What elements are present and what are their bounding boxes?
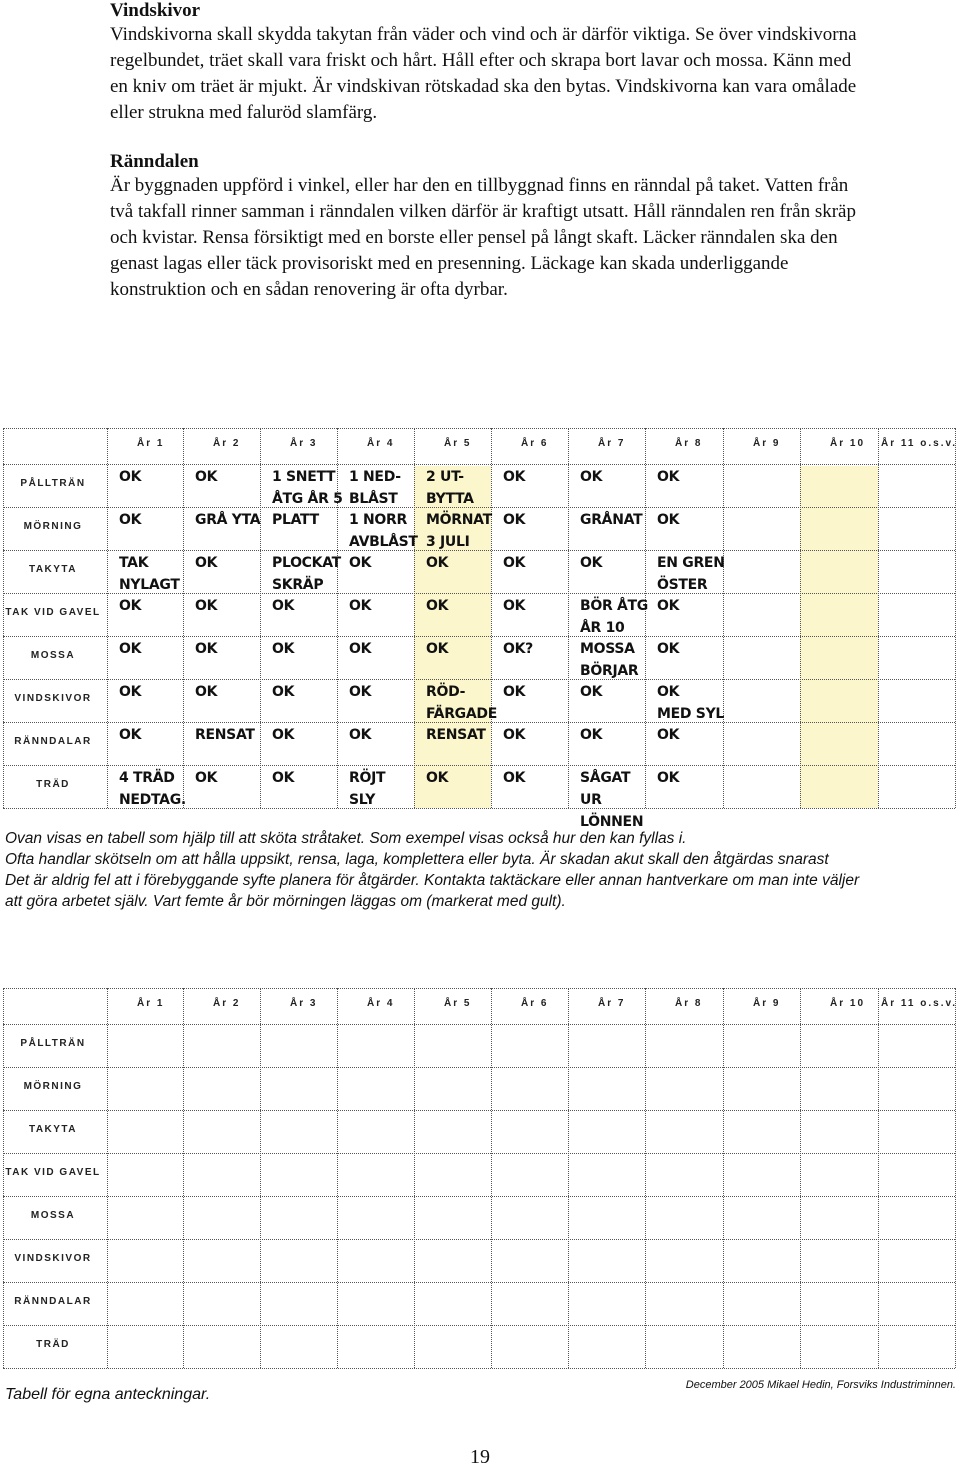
table-cell: GRÅNAT (580, 512, 643, 528)
table-cell: OK (580, 555, 603, 571)
year-header: År 1 (137, 998, 165, 1009)
grid-line (568, 988, 569, 1368)
table-cell: OK (657, 598, 680, 614)
table-cell: RÖD- FÄRGADE (426, 684, 497, 722)
table-cell: RENSAT (426, 727, 486, 743)
table-cell: OK (195, 555, 218, 571)
table-cell: PLOCKAT SKRÄP (272, 555, 341, 593)
year-header: År 4 (367, 438, 395, 449)
note-line: Ofta handlar skötseln om att hålla uppsikt, rensa, laga, komplettera eller byta. Är skadan akut skall den åtgärdas snarast (5, 851, 829, 868)
year-header: År 2 (213, 998, 241, 1009)
grid-line (800, 988, 801, 1368)
grid-line (3, 428, 955, 429)
table-cell: OK (195, 684, 218, 700)
table-cell: OK (272, 684, 295, 700)
grid-line (955, 988, 956, 1368)
note-line: att göra arbetet själv. Vart femte år bör mörningen läggas om (markerat med gult). (5, 893, 566, 910)
year-header: År 11 o.s.v. (881, 438, 958, 449)
grid-line (183, 988, 184, 1368)
year-header: År 3 (290, 998, 318, 1009)
year-header: År 2 (213, 438, 241, 449)
table-cell: 1 SNETT ÅTG ÅR 5 (272, 469, 343, 507)
row-label: TAK VID GAVEL (5, 607, 101, 618)
year-header: År 1 (137, 438, 165, 449)
table-cell: OK (195, 641, 218, 657)
grid-line (3, 1196, 955, 1197)
table-cell: OK (349, 727, 372, 743)
table-cell: TAK NYLAGT (119, 555, 180, 593)
table-cell: SÅGAT UR LÖNNEN (580, 770, 644, 830)
blank-table (3, 988, 958, 1368)
table-cell: OK (195, 598, 218, 614)
year-header: År 10 (830, 998, 866, 1009)
table-cell: OK MED SYL (657, 684, 725, 722)
row-label: TAKYTA (28, 1124, 78, 1135)
table-cell: OK (503, 555, 526, 571)
table-cell: BÖR ÅTG ÅR 10 (580, 598, 649, 636)
table-cell: OK (119, 598, 142, 614)
table-cell: OK (426, 598, 449, 614)
grid-line (3, 1239, 955, 1240)
table-cell: 1 NORR AVBLÅST (349, 512, 418, 550)
table-cell: OK (195, 469, 218, 485)
grid-line (878, 428, 879, 808)
note-line: Ovan visas en tabell som hjälp till att sköta stråtaket. Som exempel visas också hur den kan fyllas i. (5, 830, 687, 847)
grid-line (955, 428, 956, 808)
table-cell: OK (503, 770, 526, 786)
year-header: År 5 (444, 438, 472, 449)
credit: December 2005 Mikael Hedin, Forsviks Industriminnen. (685, 1379, 956, 1391)
row-label: MOSSA (30, 1210, 76, 1221)
table-cell: OK (657, 469, 680, 485)
grid-line (723, 988, 724, 1368)
row-label: TAK VID GAVEL (5, 1167, 101, 1178)
table-cell: RENSAT (195, 727, 255, 743)
grid-line (260, 988, 261, 1368)
grid-line (3, 988, 955, 989)
table-cell: OK (119, 684, 142, 700)
table-cell: OK (272, 641, 295, 657)
row-label: MÖRNING (23, 521, 83, 532)
table-cell: OK (580, 469, 603, 485)
table-cell: OK (657, 727, 680, 743)
grid-line (3, 464, 955, 465)
table-cell: OK (657, 512, 680, 528)
row-label: VINDSKIVOR (14, 693, 92, 704)
grid-line (3, 1067, 955, 1068)
table-cell: OK (503, 684, 526, 700)
row-label: MÖRNING (23, 1081, 83, 1092)
table-cell: OK? (503, 641, 533, 657)
table-cell: OK (657, 641, 680, 657)
year-header: År 7 (598, 438, 626, 449)
table-cell: OK (503, 598, 526, 614)
row-label: TRÄD (36, 779, 70, 790)
row-label: PÅLLTRÄN (20, 478, 86, 489)
table-cell: OK (503, 469, 526, 485)
ranndalen-section (110, 151, 870, 303)
grid-line (337, 988, 338, 1368)
year-header: År 8 (675, 438, 703, 449)
table-cell: OK (119, 727, 142, 743)
grid-line (3, 1024, 955, 1025)
table-cell: OK (349, 684, 372, 700)
grid-line (645, 988, 646, 1368)
grid-line (878, 988, 879, 1368)
table-cell: OK (426, 641, 449, 657)
table-cell: 4 TRÄD NEDTAG. (119, 770, 186, 808)
table-cell: EN GREN ÖSTER (657, 555, 725, 593)
note-line: Det är aldrig fel att i förebyggande syfte planera för åtgärder. Kontakta taktäckare eller annan hantverkare om man inte väljer (5, 872, 860, 889)
table-cell: OK (349, 641, 372, 657)
table-cell: MÖRNAT 3 JULI (426, 512, 492, 550)
table-cell: OK (426, 770, 449, 786)
grid-line (800, 428, 801, 808)
table-cell: 2 UT- BYTTA (426, 469, 474, 507)
table-cell: OK (580, 684, 603, 700)
table-cell: OK (349, 598, 372, 614)
row-label: RÄNNDALAR (14, 1296, 92, 1307)
row-label: PÅLLTRÄN (20, 1038, 86, 1049)
table-cell: 1 NED- BLÅST (349, 469, 401, 507)
table-cell: OK (580, 727, 603, 743)
vindskivor-text: Vindskivorna skall skydda takytan från väder och vind och är därför viktiga. Se över vindskivorna regelbundet, träet skall vara friskt och hårt. Håll efter och skrapa bort lavar och mossa. Känn med en kniv om träet är mjukt. Är vindskivan rötskadad ska den bytas. Vindskivorna kan vara omålade eller strukna med faluröd slamfärg. (110, 24, 857, 123)
year-header: År 7 (598, 998, 626, 1009)
table-cell: OK (119, 469, 142, 485)
year-header: År 6 (521, 998, 549, 1009)
year-header: År 8 (675, 998, 703, 1009)
table-cell: OK (119, 512, 142, 528)
table-cell: OK (426, 555, 449, 571)
table-cell: OK (195, 770, 218, 786)
table-cell: OK (503, 727, 526, 743)
table2-caption: Tabell för egna anteckningar. (5, 1386, 211, 1403)
row-label: MOSSA (30, 650, 76, 661)
row-label: RÄNNDALAR (14, 736, 92, 747)
table-cell: OK (272, 727, 295, 743)
grid-line (3, 1368, 955, 1369)
grid-line (3, 1153, 955, 1154)
year-header: År 4 (367, 998, 395, 1009)
grid-line (3, 1282, 955, 1283)
grid-line (491, 988, 492, 1368)
year-header: År 3 (290, 438, 318, 449)
grid-line (107, 988, 108, 1368)
page-number: 19 (470, 1446, 490, 1468)
grid-line (3, 1110, 955, 1111)
vindskivor-heading: Vindskivor (110, 0, 201, 21)
grid-line (3, 1325, 955, 1326)
year-header: År 9 (753, 998, 781, 1009)
year-header: År 6 (521, 438, 549, 449)
year-header: År 10 (830, 438, 866, 449)
ranndalen-heading: Ränndalen (110, 151, 199, 172)
table-cell: GRÅ YTA (195, 512, 261, 528)
year-header: År 5 (444, 998, 472, 1009)
grid-line (3, 679, 955, 680)
year-header: År 11 o.s.v. (881, 998, 958, 1009)
grid-line (414, 988, 415, 1368)
grid-line (3, 636, 955, 637)
year-header: År 9 (753, 438, 781, 449)
row-label: VINDSKIVOR (14, 1253, 92, 1264)
table-cell: MOSSA BÖRJAR (580, 641, 639, 679)
example-table (3, 428, 958, 830)
table-cell: PLATT (272, 512, 319, 528)
table-cell: OK (349, 555, 372, 571)
table-cell: OK (272, 770, 295, 786)
table-cell: OK (119, 641, 142, 657)
row-label: TRÄD (36, 1339, 70, 1350)
ranndalen-text: Är byggnaden uppförd i vinkel, eller har den en tillbyggnad finns en ränndal på taket. Vatten från två takfall rinner samman i ränndalen vilken därför är kraftigt utsatt. Håll ränndalen ren från skräp och kvistar. Rensa försiktigt med en borste eller pensel på långt skaft. Läcker ränndalen ska den genast lagas eller täck provisoriskt med en presenning. Läckage kan skada underliggande konstruktion och en sådan renovering är ofta dyrbar. (110, 175, 856, 300)
highlight-column (800, 466, 878, 808)
row-label: TAKYTA (28, 564, 78, 575)
grid-line (107, 428, 108, 808)
vindskivor-section (110, 0, 870, 126)
table-cell: RÖJT SLY (349, 770, 386, 808)
grid-line (3, 765, 955, 766)
table-cell: OK (272, 598, 295, 614)
table-cell: OK (503, 512, 526, 528)
table-cell: OK (657, 770, 680, 786)
